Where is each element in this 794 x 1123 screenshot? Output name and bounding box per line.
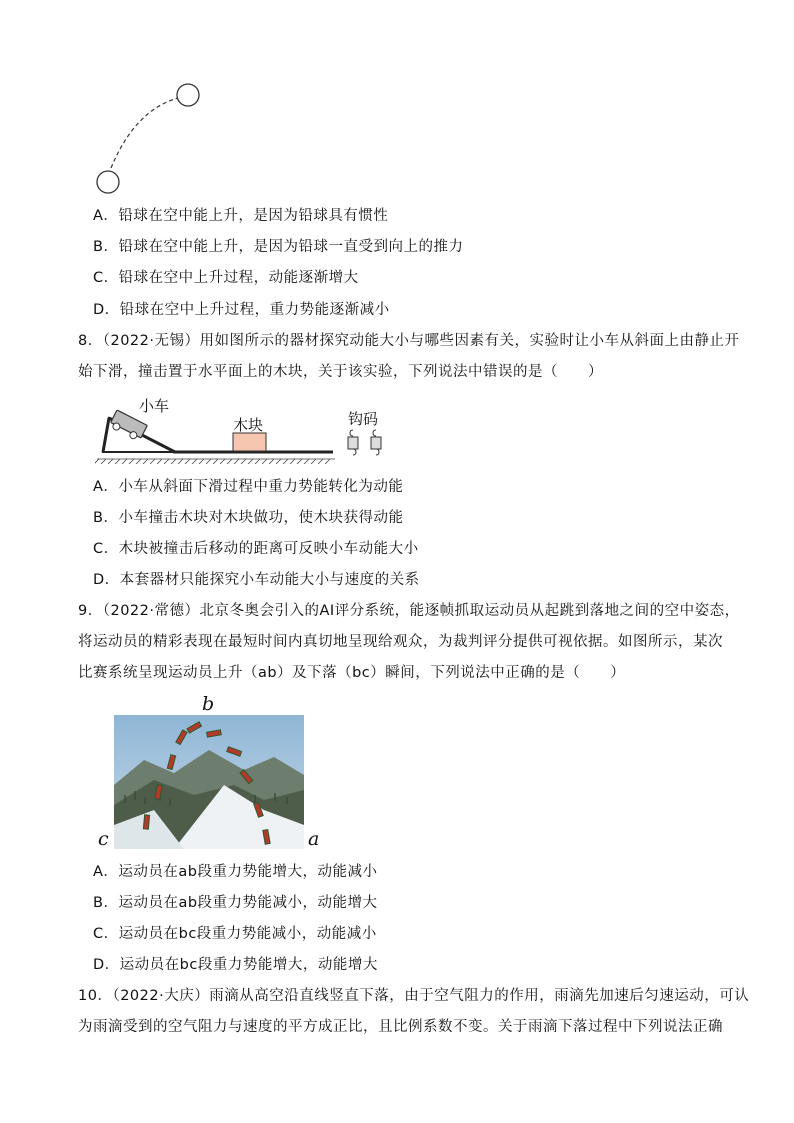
q7-option-c: C．铅球在空中上升过程，动能逐渐增大	[93, 270, 359, 286]
q9-stem-line-2: 将运动员的精彩表现在最短时间内真切地呈现给观众，为裁判评分提供可视依据。如图所示，某次	[78, 634, 723, 650]
q9-option-d: D．运动员在bc段重力势能增大，动能增大	[93, 957, 378, 973]
trajectory-path	[111, 98, 178, 168]
q8-option-c: C．木块被撞击后移动的距离可反映小车动能大小	[93, 541, 419, 557]
q10-stem-line-2: 为雨滴受到的空气阻力与速度的平方成正比，且比例系数不变。关于雨滴下落过程中下列说法正确	[78, 1019, 723, 1035]
q7-option-a: A．铅球在空中能上升，是因为铅球具有惯性	[93, 208, 389, 224]
q7-option-d: D．铅球在空中上升过程，重力势能逐渐减小	[93, 302, 390, 318]
q8-option-d: D．本套器材只能探究小车动能大小与速度的关系	[93, 572, 420, 588]
q9-stem-line-1: 9．（2022·常德）北京冬奥会引入的AI评分系统，能逐帧抓取运动员从起跳到落地之间的空中姿态，	[78, 603, 740, 619]
q9-stem-line-3: 比赛系统呈现运动员上升（ab）及下落（bc）瞬间，下列说法中正确的是（ ）	[78, 665, 626, 681]
q8-option-a: A．小车从斜面下滑过程中重力势能转化为动能	[93, 479, 404, 495]
cart-label: 小车	[139, 397, 170, 415]
ball-top	[177, 84, 199, 106]
weights-label: 钩码	[348, 410, 379, 428]
weights	[348, 430, 381, 455]
shot-put-trajectory-figure	[90, 80, 220, 200]
q9-option-c: C．运动员在bc段重力势能减小，动能减小	[93, 926, 377, 942]
wood-block	[233, 433, 266, 451]
label-a: a	[308, 828, 320, 850]
ground-hatching	[95, 459, 335, 464]
label-c: c	[98, 828, 109, 850]
ball-bottom	[97, 171, 119, 193]
q9-option-a: A．运动员在ab段重力势能增大，动能减小	[93, 864, 378, 880]
block-label: 木块	[233, 416, 264, 434]
q8-option-b: B．小车撞击木块对木块做功，使木块获得动能	[93, 510, 404, 526]
q9-option-b: B．运动员在ab段重力势能减小，动能增大	[93, 895, 378, 911]
q10-stem-line-1: 10．（2022·大庆）雨滴从高空沿直线竖直下落，由于空气阻力的作用，雨滴先加速后匀速运动，可认	[78, 988, 750, 1004]
q8-stem-line-1: 8．（2022·无锡）用如图所示的器材探究动能大小与哪些因素有关，实验时让小车从斜面上由静止开	[78, 333, 740, 349]
ski-jump-photo	[114, 715, 304, 849]
label-b: b	[202, 693, 215, 715]
q8-stem-line-2: 始下滑，撞击置于水平面上的木块，关于该实验，下列说法中错误的是（ ）	[78, 364, 603, 380]
q7-option-b: B．铅球在空中能上升，是因为铅球一直受到向上的推力	[93, 239, 464, 255]
